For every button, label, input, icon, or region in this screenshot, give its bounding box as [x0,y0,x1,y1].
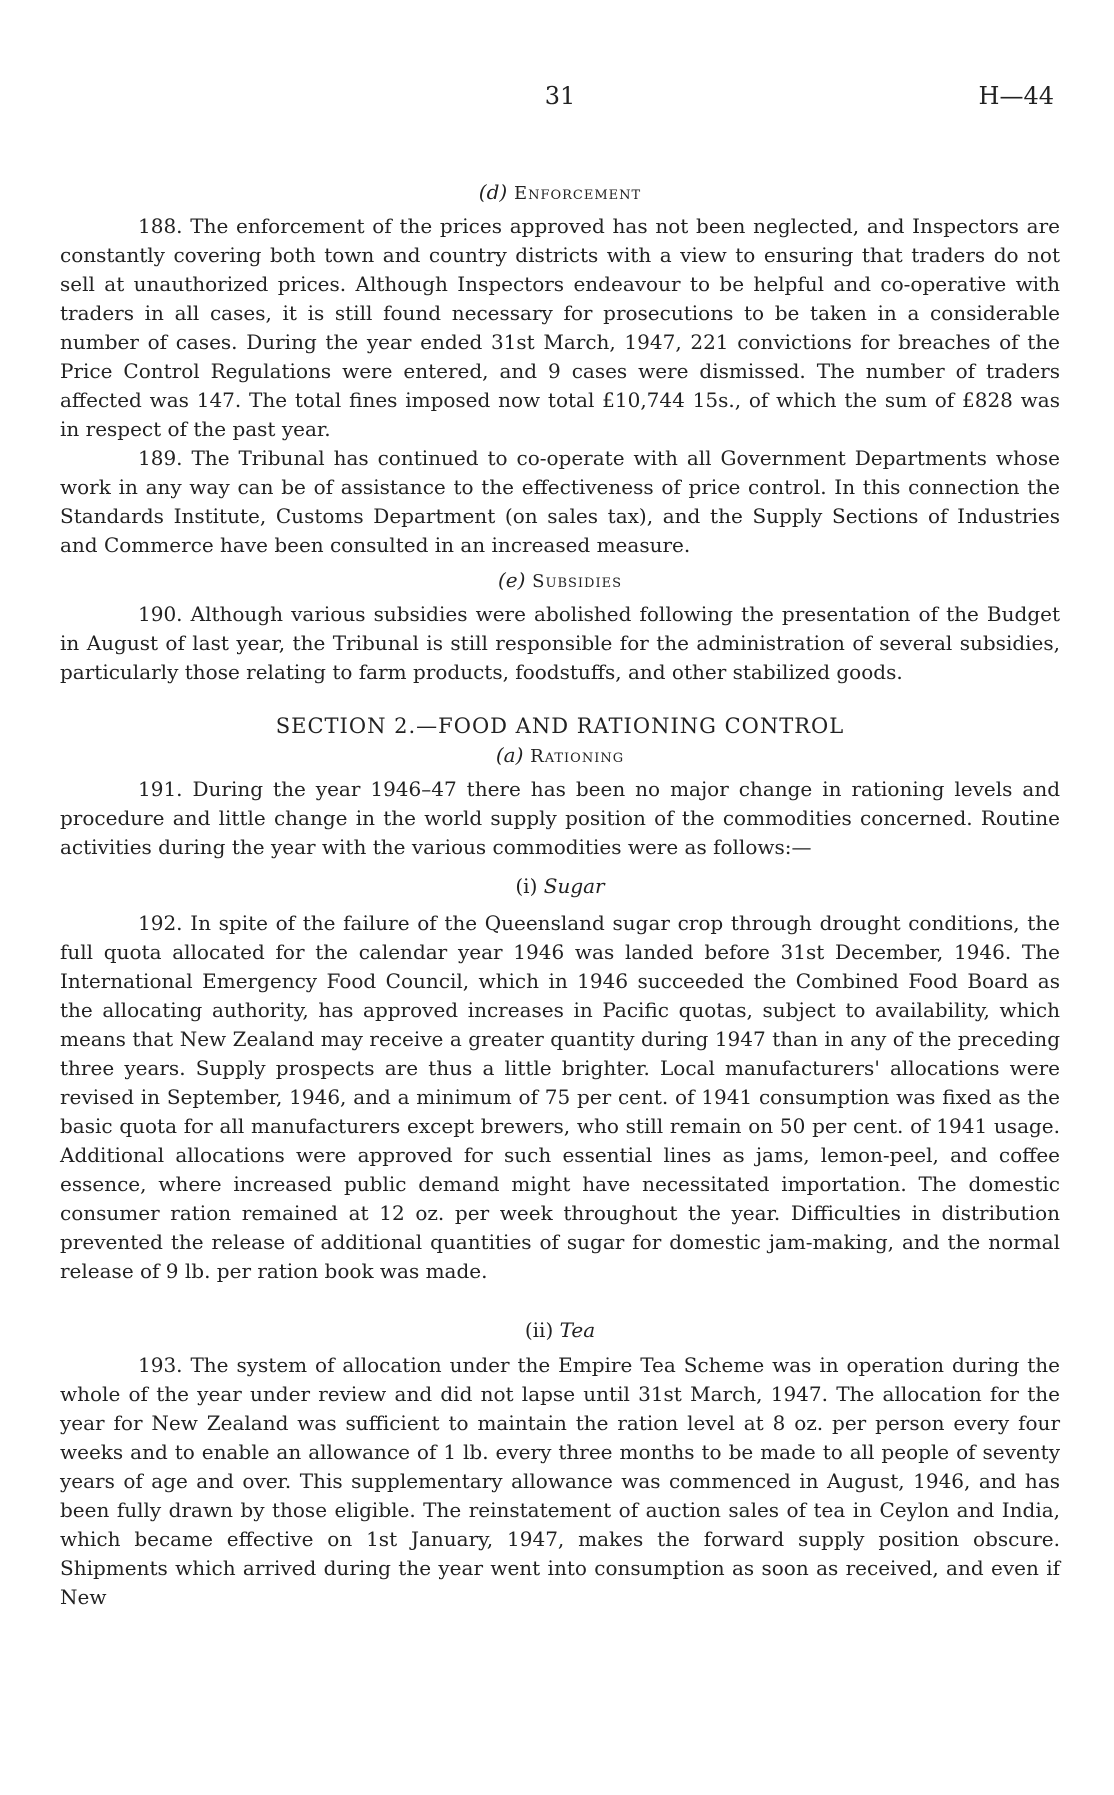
heading-enforcement: (d) Enforcement [478,180,642,204]
paragraph-191: 191. During the year 1946–47 there has been no major change in rationing levels and procedure and little change in the world supply position of the commodities concerned. Routine activities during the year with the various commodities were as follows:— [60,777,1060,859]
heading-sugar: (i) Sugar [515,874,605,898]
heading-rationing: (a) Rationing [495,743,625,767]
paragraph-190: 190. Although various subsidies were abolished following the presentation of the Budget in August of last year, the Tribunal is still responsible for the administration of several subsidies, particularly those relating to farm products, foodstuffs, and other stabilized goods. [60,602,1060,684]
page-number: 31 [544,82,576,110]
heading-tea: (ii) Tea [524,1318,596,1342]
paragraph-193: 193. The system of allocation under the Empire Tea Scheme was in operation during the whole of the year under review and did not lapse until 31st March, 1947. The allocation for the year for New Zealand was sufficient to maintain the ration level at 8 oz. per person every four weeks and to enable an allowance of 1 lb. every three months to be made to all people of seventy years of age and over. This supplementary allowance was commenced in August, 1946, and has been fully drawn by those eligible. The reinstatement of auction sales of tea in Ceylon and India, which became effective on 1st January, 1947, makes the forward supply position obscure. Shipments which arrived during the year went into consumption as soon as received, and even if New [60,1353,1060,1609]
heading-section-2: SECTION 2.—FOOD AND RATIONING CONTROL [275,714,845,738]
document-reference: H—44 [978,82,1054,110]
paragraph-192: 192. In spite of the failure of the Queensland sugar crop through drought conditions, the full quota allocated for the calendar year 1946 was landed before 31st December, 1946. The International Emergency Food Council, which in 1946 succeeded the Combined Food Board as the allocating authority, has approved increases in Pacific quotas, subject to availability, which means that New Zealand may receive a greater quantity during 1947 than in any of the preceding three years. Supply prospects are thus a little brighter. Local manufacturers' allocations were revised in September, 1946, and a minimum of 75 per cent. of 1941 consumption was fixed as the basic quota for all manufacturers except brewers, who still remain on 50 per cent. of 1941 usage. Additional allocations were approved for such essential lines as jams, lemon-peel, and coffee essence, where increased public demand might have necessitated importation. The domestic consumer ration remained at 12 oz. per week throughout the year. Difficulties in distribution prevented the release of additional quantities of sugar for domestic jam-making, and the normal release of 9 lb. per ration book was made. [60,911,1060,1283]
heading-subsidies: (e) Subsidies [497,568,623,592]
page-content [60,178,1060,1612]
paragraph-188: 188. The enforcement of the prices approved has not been neglected, and Inspectors are constantly covering both town and country districts with a view to ensuring that traders do not sell at unauthorized prices. Although Inspectors endeavour to be helpful and co-operative with traders in all cases, it is still found necessary for prosecutions to be taken in a considerable number of cases. During the year ended 31st March, 1947, 221 convictions for breaches of the Price Control Regulations were entered, and 9 cases were dismissed. The number of traders affected was 147. The total fines imposed now total £10,744 15s., of which the sum of £828 was in respect of the past year. [60,214,1060,441]
paragraph-189: 189. The Tribunal has continued to co-operate with all Government Departments whose work in any way can be of assistance to the effectiveness of price control. In this connection the Standards Institute, Customs Department (on sales tax), and the Supply Sections of Industries and Commerce have been consulted in an increased measure. [60,446,1060,557]
